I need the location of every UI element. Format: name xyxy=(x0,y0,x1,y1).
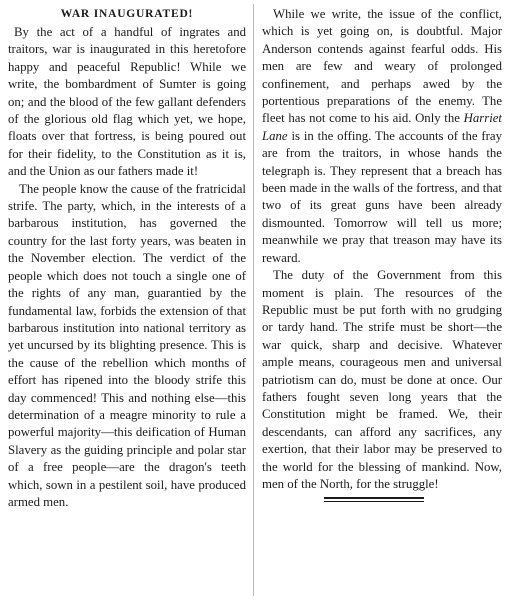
paragraph-3-text-b: is in the offing. The accounts of the fray are from the traitors, in whose hands the telegraph is. They represent that a breach has been made in the walls of the fortress, and that two of its great guns have been already dismounted. Tomorrow will tell us more; meanwhile we pray that treason may have its reward. xyxy=(262,128,502,265)
paragraph-2: The people know the cause of the fratricidal strife. The party, which, in the interests of a barbarous institution, has governed the country for the last forty years, was beaten in the November election. The verdict of the people which does not touch a single one of the rights of any man, guarantied by the fundamental law, forbids the extension of that barbarous institution into national territory as yet uncursed by its blighting presence. This is the cause of the rebellion which months of effort has ripened into the bloody strife this day commenced! This and nothing else—this determination of a meagre minority to rule a powerful majority—this deification of Human Slavery as the guiding principle and polar star of a free people—are the dragon's teeth which, sown in a pestilent soil, have produced armed men. xyxy=(8,181,246,509)
right-column xyxy=(262,6,502,502)
article-headline: WAR INAUGURATED! xyxy=(60,8,194,20)
paragraph-1: By the act of a handful of ingrates and traitors, war is inaugurated in this heretofore happy and peaceful Republic! While we write, the bombardment of Sumter is going on; and the blood of the few gallant defenders of the glorious old flag which yet, we hope, floats over that fortress, is being poured out for their fidelity, to the Constitution as it is, and the Union as our fathers made it! xyxy=(8,25,246,179)
paragraph-3-text-a: While we write, the issue of the conflict, which is yet going on, is doubtful. Major Anderson contends against fearful odds. His men are few and weary of prolonged confinement, and perhaps awed by the portentious preparations of the enemy. The fleet has not come to his aid. Only the xyxy=(262,7,502,126)
left-column xyxy=(8,6,246,511)
paragraph-4: The duty of the Government from this moment is plain. The resources of the Republic must be put forth with no grudging or tardy hand. The strife must be short—the war quick, sharp and decisive. Whatever ample means, courageous men and universal patriotism can do, must be done at once. Our fathers fought seven long years that the Constitution might be framed. We, their descendants, can afford any sacrifices, any exertion, that their labor may be preserved to the world for the blessing of mankind. Now, men of the North, for the struggle! xyxy=(262,268,502,491)
paragraph-3 xyxy=(262,6,502,267)
end-of-article-rule xyxy=(324,497,424,502)
column-divider xyxy=(253,4,254,596)
ship-name: Harriet Lane xyxy=(262,111,502,143)
